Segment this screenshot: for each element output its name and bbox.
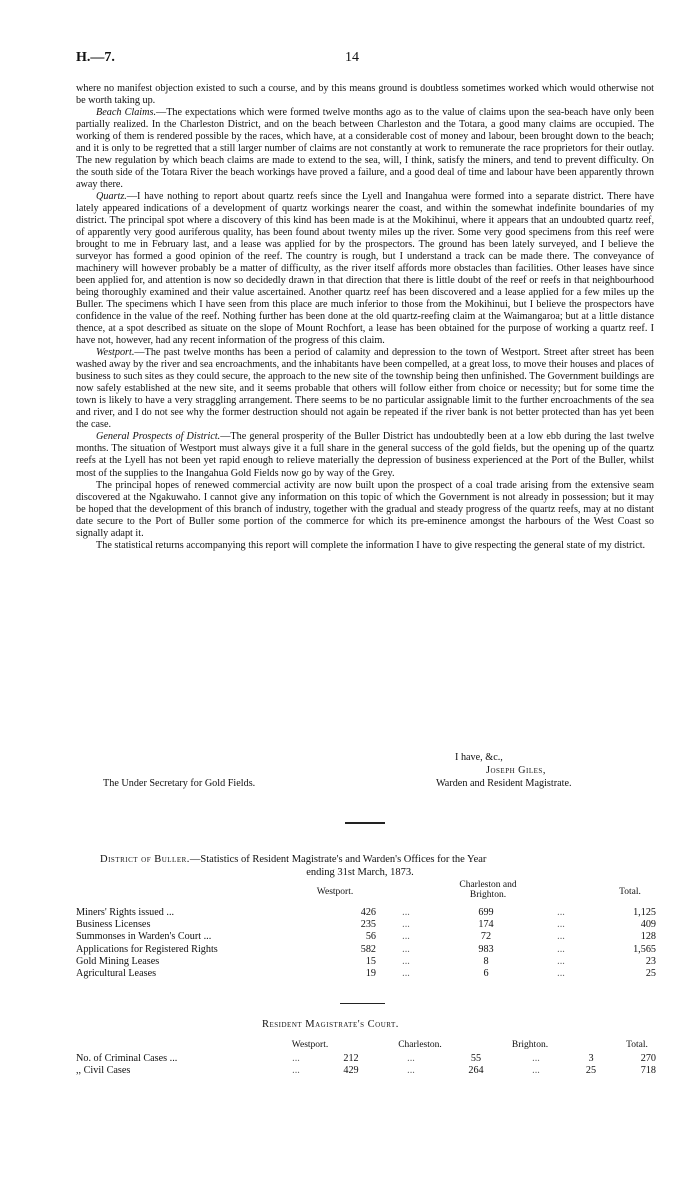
page-reference: H.—7. [76,50,115,65]
value-westport: 582 [360,943,376,955]
stats-caption-district: District of Buller. [100,854,190,865]
leader-dots: ... [402,931,410,943]
value-total: 409 [640,919,656,931]
table-row [76,956,656,968]
addressee: The Under Secretary for Gold Fields. [103,778,256,789]
col-header-total: Total. [619,887,641,897]
paragraph-general-prospects: General Prospects of District.—The general prosperity of the Buller District has undoubtedly been at a low ebb during the last twelve months. The situation of Westport must always give it a full share in the general success of the gold fields, but the opening up of the quartz reefs at the Lyell has not been yet rapid enough to relieve materially the depression of business experienced at the Port of the Buller, whilst most of the supplies to the Inangahua Gold Fields now go by way of the Grey. [76,431,654,479]
paragraph-beach-claims: Beach Claims.—The expectations which were formed twelve months ago as to the value of claims upon the sea-beach have only been partially realized. In the Charleston District, and on the beach between Charleston and the Totara, a good many claims are occupied. The working of them is rendered possible by the races, which have, at a considerable cost of money and labour, been brought down to the beach; and it is only to be regretted that a still larger number of claims are not constantly at work to remunerate the race proprietors for their outlay. The new regulation by which beach claims are made to extend to the sea, will, I think, satisfy the miners, and tend to prevent difficulty. On the south side of the Totara River the beach workings have proved a failure, and a good deal of time and labour have been apparently thrown away there. [76,107,654,191]
table-row [76,1065,656,1077]
row-label: Gold Mining Leases [76,955,160,967]
leader-dots: ... [557,907,565,918]
value-charleston: 55 [470,1053,482,1064]
court-col-brighton: Brighton. [511,1040,549,1050]
row-label: ,, Civil Cases [76,1065,131,1077]
leader-dots: ... [292,1065,300,1077]
row-label: No. of Criminal Cases ... [76,1053,178,1064]
leader-dots: ... [402,943,410,955]
paragraph-coal-trade: The principal hopes of renewed commercial activity are now built upon the prospect of a coal trade arising from the extensive seam discovered at the Ngakuwaho. I cannot give any information on this topic of which the Government is not already in possession; but it may be hoped that the development of this branch of industry, together with the gradual and steady progress of the quartz reefs, may at no distant date secure to the Port of Buller some portion of the commerce for which its pre-eminence amongst the harbours of the West Coast so signally adapt it. [76,479,654,539]
stats-table-body [76,907,656,980]
value-charleston: 264 [468,1065,484,1077]
page-number: 14 [345,50,359,65]
table-row [76,919,656,931]
court-col-charleston: Charleston. [398,1040,442,1050]
table-row [76,944,656,956]
row-label: Business Licenses [76,919,151,931]
court-table [76,1053,656,1077]
table-row [76,931,656,943]
value-total: 718 [640,1065,656,1077]
leader-dots: ... [407,1065,415,1077]
leader-dots: ... [557,968,565,980]
leader-dots: ... [557,931,565,943]
col-header-charleston-brighton: Charleston and Brighton. [459,880,517,900]
value-charleston-brighton: 8 [483,955,489,967]
value-westport: 19 [365,968,376,980]
paragraph-statistical-returns: The statistical returns accompanying this report will complete the information I have to give respecting the general state of my district. [96,539,646,551]
table-divider [340,1003,385,1004]
value-westport: 56 [365,931,376,943]
row-label: Agricultural Leases [76,968,157,980]
leader-dots: ... [407,1053,415,1064]
heading-general-prospects: General Prospects of District. [96,431,221,443]
leader-dots: ... [292,1053,300,1064]
value-brighton: 25 [585,1065,597,1077]
stats-table [76,907,656,980]
leader-dots: ... [402,919,410,931]
table-row [76,1053,656,1065]
value-total: 128 [640,931,656,943]
row-label: Summonses in Warden's Court ... [76,931,212,943]
heading-westport: Westport. [96,347,135,359]
value-charleston-brighton: 983 [478,943,494,955]
value-westport: 429 [343,1065,359,1077]
value-total: 1,565 [633,943,656,955]
value-charleston-brighton: 174 [478,919,494,931]
court-table-body [76,1053,656,1077]
value-westport: 426 [360,907,376,918]
signature-closing: I have, &c., [455,752,503,763]
value-total: 270 [640,1053,656,1064]
value-brighton: 3 [588,1053,594,1064]
value-charleston-brighton: 72 [480,931,492,943]
value-total: 23 [645,955,656,967]
col-header-westport: Westport. [316,887,354,897]
paragraph-westport: Westport.—The past twelve months has been a period of calamity and depression to the town of Westport. Street after street has been washed away by the river and sea encroachments, and the inhabitants have been compelled, at a great loss, to move their houses and places of business to such sites as they could secure, the approach to the new site of the township being then unfinished. The Government buildings are now safely established at the new site, and it seems probable that others will follow either from choice or necessity; but for some time the town is likely to have a very straggling arrangement. There seems to be no particular assignable limit to the further encroachments of the sea and river, and I do not see why the former destruction should not again be repeated if the river bank is not better protected than has yet been the case. [76,347,654,431]
leader-dots: ... [532,1065,540,1077]
table-row [76,907,656,919]
paragraph-quartz: Quartz.—I have nothing to report about quartz reefs since the Lyell and Inangahua were formed into a separate district. There have lately appeared indications of a development of quartz workings nearer the coast, and within the somewhat indefinite boundaries of my district. The principal spot where a discovery of this kind has been made is at the Mokihinui, where it appears that an undoubted quartz reef, of apparently very good auriferous quality, has been found about twenty miles up the river. Some very good specimens from this reef were brought to me in February last, and a lease was applied for by the prospectors. The ground has been lately surveyed, and I believe the surveyor has formed a good opinion of the reef. The country is rough, but I understand a track can be made there. The conveyance of machinery will however probably be a matter of difficulty, as the river itself affords more obstacles than facilities. Other leases have since been applied for, and attention is now so decidedly drawn in that direction that there is little doubt of the reef or reefs in that neighbourhood being thoroughly examined and their value ascertained. Another quartz reef has been discovered and a lease applied for a few miles up the Buller. The specimens which I have seen from this place are much inferior to those from the Mokihinui, but I believe the prospectors have confidence in the value of the reef. Nothing further has been done at the old quartz-reefing claim at the Waimangaroa; but at a little distance thence, at a spot described as situate on the slope of Mount Rochfort, a lease has been obtained for the purpose of working a quartz reef. I have not, however, had any recent information of the progress of this claim. [76,191,654,347]
stats-caption-date: ending 31st March, 1873. [306,867,414,878]
value-charleston-brighton: 6 [483,968,489,980]
paragraph-continuation: where no manifest objection existed to such a course, and by this means ground is doubtless sometimes worked which would otherwise not be worth taking up. [76,83,654,107]
signature-name: Joseph Giles, [486,765,546,776]
table-row [76,968,656,980]
leader-dots: ... [557,943,565,955]
stats-caption: District of Buller.—Statistics of Resident Magistrate's and Warden's Offices for the Year ending 31st March, 1873. [100,853,660,879]
value-charleston-brighton: 699 [478,907,494,918]
value-westport: 212 [343,1053,359,1064]
leader-dots: ... [557,955,565,967]
section-divider [345,822,385,824]
value-total: 1,125 [633,907,656,918]
court-col-westport: Westport. [291,1040,329,1050]
value-westport: 235 [360,919,376,931]
heading-beach-claims: Beach Claims. [96,107,157,119]
report-body [76,83,654,552]
row-label: Miners' Rights issued ... [76,907,175,918]
court-col-total: Total. [626,1040,648,1050]
signature-title: Warden and Resident Magistrate. [436,778,572,789]
value-total: 25 [645,968,656,980]
value-westport: 15 [365,955,376,967]
leader-dots: ... [402,955,410,967]
court-title: Resident Magistrate's Court. [262,1019,399,1030]
heading-quartz: Quartz. [96,191,127,203]
leader-dots: ... [402,907,410,918]
leader-dots: ... [557,919,565,931]
row-label: Applications for Registered Rights [76,943,218,955]
leader-dots: ... [532,1053,540,1064]
leader-dots: ... [402,968,410,980]
